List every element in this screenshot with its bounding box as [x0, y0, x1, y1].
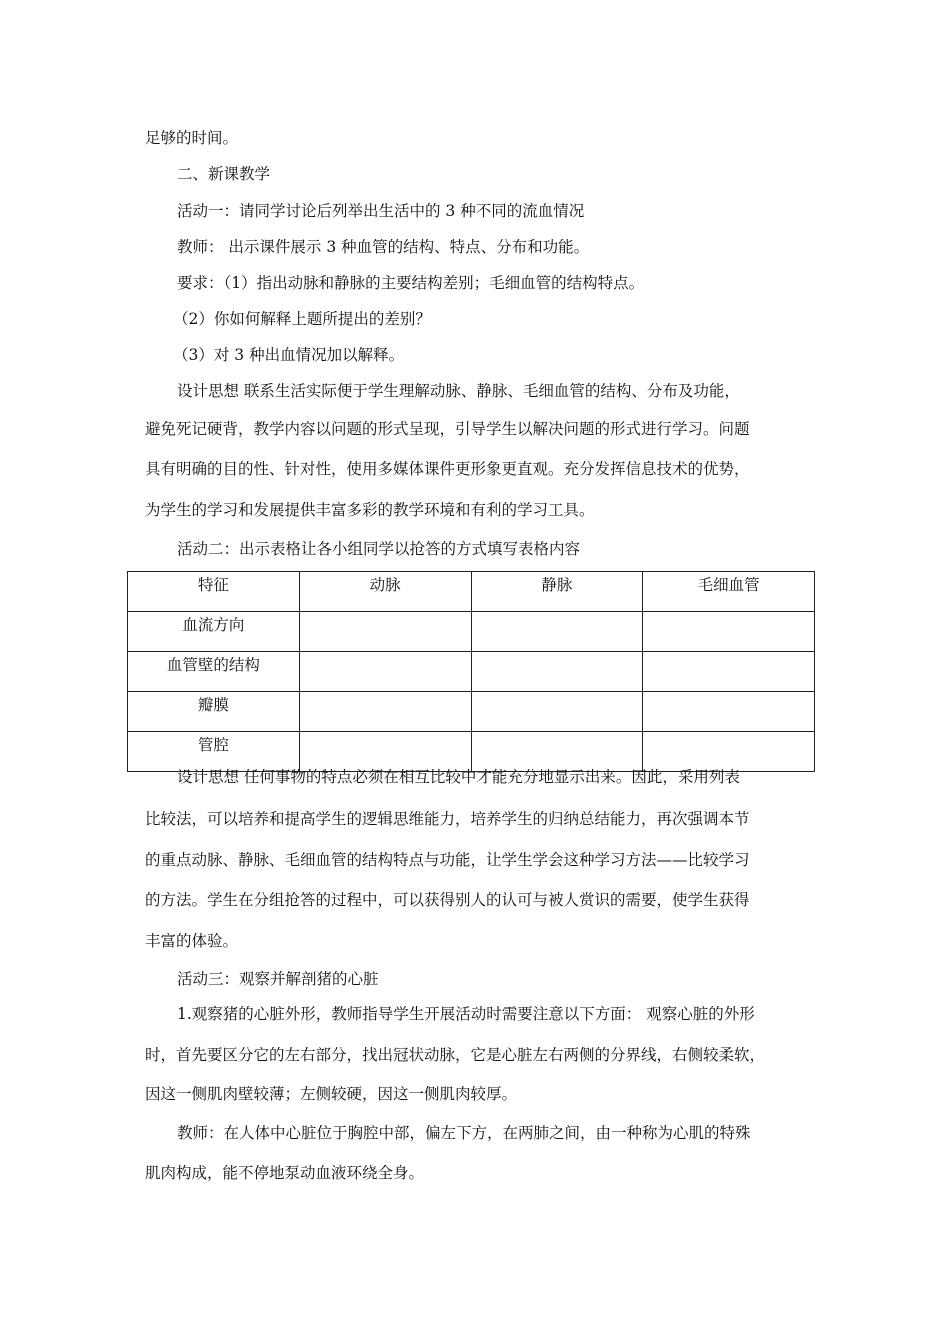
header-capillary: 毛细血管 [643, 572, 815, 612]
design-thought-1-line-4: 为学生的学习和发展提供丰富多彩的教学环境和有利的学习工具。 [145, 501, 595, 519]
requirement-1: 要求：（1）指出动脉和静脉的主要结构差别；毛细血管的结构特点。 [177, 274, 645, 292]
header-feature: 特征 [128, 572, 300, 612]
table-cell [471, 612, 643, 652]
table-cell [299, 692, 471, 732]
design-thought-2-line-1: 设计思想 任何事物的特点必须在相互比较中才能充分地显示出来。因此，采用列表 [177, 768, 740, 786]
table-cell [299, 652, 471, 692]
design-thought-2-line-5: 丰富的体验。 [145, 932, 239, 950]
design-thought-1-line-2: 避免死记硬背，教学内容以问题的形式呈现，引导学生以解决问题的形式进行学习。问题 [145, 420, 750, 438]
table-cell [643, 692, 815, 732]
section-heading: 二、新课教学 [177, 165, 271, 183]
teacher-line-2: 教师：在人体中心脏位于胸腔中部，偏左下方，在两肺之间，由一种称为心肌的特殊 [177, 1124, 751, 1142]
design-thought-2-line-2: 比较法，可以培养和提高学生的逻辑思维能力，培养学生的归纳总结能力，再次强调本节 [145, 810, 750, 828]
row-label: 瓣膜 [128, 692, 300, 732]
activity-three: 活动三：观察并解剖猪的心脏 [177, 970, 379, 988]
activity-two: 活动二：出示表格让各小组同学以抢答的方式填写表格内容 [177, 540, 581, 558]
design-thought-1-line-3: 具有明确的目的性、针对性，使用多媒体课件更形象更直观。充分发挥信息技术的优势， [145, 460, 750, 478]
row-label: 管腔 [128, 732, 300, 772]
table-row [128, 692, 815, 732]
header-artery: 动脉 [299, 572, 471, 612]
requirement-2: （2）你如何解释上题所提出的差别？ [173, 310, 431, 328]
table-header-row [128, 572, 815, 612]
row-label: 血流方向 [128, 612, 300, 652]
table-row [128, 652, 815, 692]
activity-one: 活动一：请同学讨论后列举出生活中的 3 种不同的流血情况 [177, 202, 585, 220]
requirement-3: （3）对 3 种出血情况加以解释。 [173, 346, 405, 364]
table-cell [299, 612, 471, 652]
observation-line-2: 时，首先要区分它的左右部分，找出冠状动脉，它是心脏左右两侧的分界线，右侧较柔软， [145, 1046, 766, 1064]
design-thought-2-line-4: 的方法。学生在分组抢答的过程中，可以获得别人的认可与被人赏识的需要，使学生获得 [145, 891, 750, 909]
teacher-line-3: 肌肉构成，能不停地泵动血液环绕全身。 [145, 1164, 425, 1182]
table-cell [643, 652, 815, 692]
teacher-line-1: 教师： 出示课件展示 3 种血管的结构、特点、分布和功能。 [177, 238, 590, 256]
design-thought-1-line-1: 设计思想 联系生活实际便于学生理解动脉、静脉、毛细血管的结构、分布及功能， [177, 382, 740, 400]
table-cell [471, 692, 643, 732]
observation-line-3: 因这一侧肌肉壁较薄；左侧较硬，因这一侧肌肉较厚。 [145, 1085, 518, 1103]
table-row [128, 612, 815, 652]
row-label: 血管壁的结构 [128, 652, 300, 692]
feature-table [127, 571, 815, 772]
table-cell [471, 652, 643, 692]
table-cell [643, 612, 815, 652]
line-p0: 足够的时间。 [145, 129, 239, 147]
observation-line-1: 1.观察猪的心脏外形，教师指导学生开展活动时需要注意以下方面： 观察心脏的外形 [177, 1005, 755, 1023]
header-vein: 静脉 [471, 572, 643, 612]
design-thought-2-line-3: 的重点动脉、静脉、毛细血管的结构特点与功能，让学生学会这种学习方法——比较学习 [145, 851, 750, 869]
